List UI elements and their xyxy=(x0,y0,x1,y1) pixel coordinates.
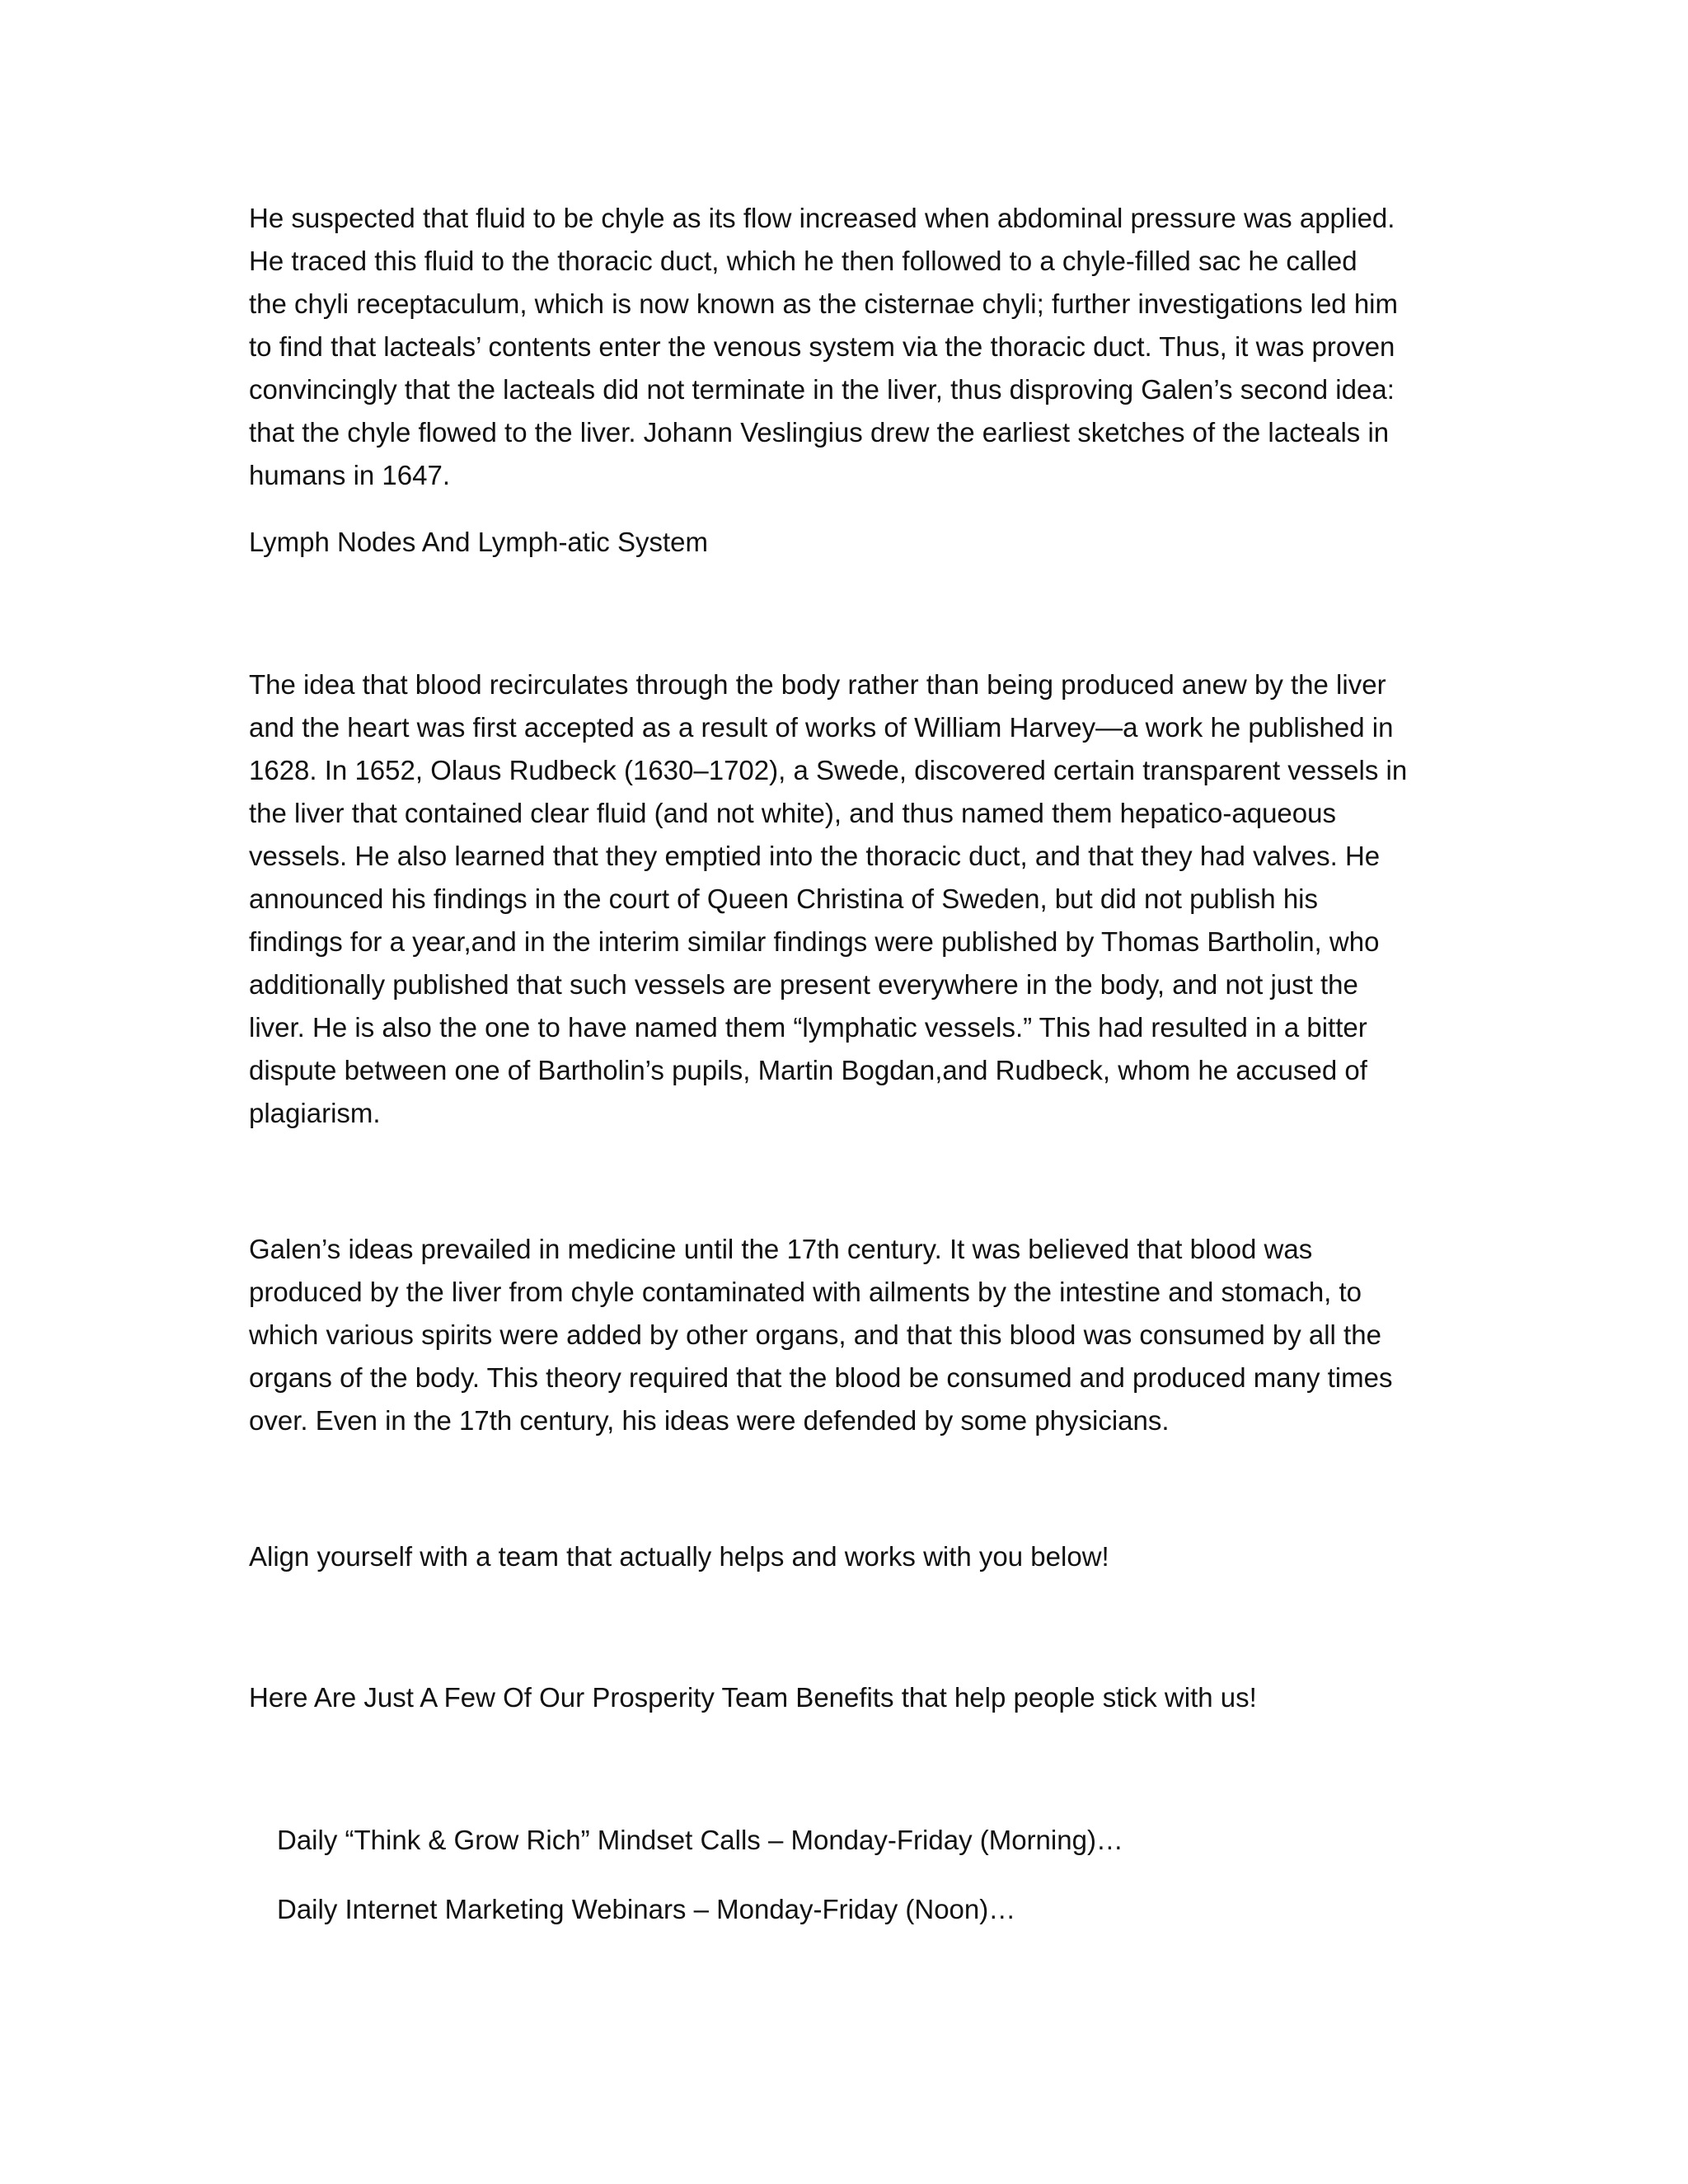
text-line: plagiarism. xyxy=(249,1098,381,1128)
text-line: liver. He is also the one to have named them “lymphatic vessels.” This had resulted in a bitter xyxy=(249,1012,1367,1043)
text-line: announced his findings in the court of Queen Christina of Sweden, but did not publish his xyxy=(249,883,1319,914)
text-line: He suspected that fluid to be chyle as its flow increased when abdominal pressure was applied. xyxy=(249,203,1395,233)
text-line: organs of the body. This theory required that the blood be consumed and produced many times xyxy=(249,1362,1393,1393)
benefit-item xyxy=(277,1819,1123,1862)
paragraph-harvey xyxy=(249,663,1452,1135)
text-line: humans in 1647. xyxy=(249,460,451,490)
heading-text: Lymph Nodes And Lymph-atic System xyxy=(249,527,708,557)
text-line: which various spirits were added by other organs, and that this blood was consumed by all the xyxy=(249,1319,1381,1350)
text-line: findings for a year,and in the interim similar findings were published by Thomas Bartholin, who xyxy=(249,926,1380,957)
text-line: The idea that blood recirculates through the body rather than being produced anew by the liver xyxy=(249,669,1386,700)
text-line: the chyli receptaculum, which is now known as the cisternae chyli; further investigations led him xyxy=(249,288,1398,319)
text-line: produced by the liver from chyle contaminated with ailments by the intestine and stomach, to xyxy=(249,1277,1362,1307)
text-line: and the heart was first accepted as a result of works of William Harvey—a work he published in xyxy=(249,712,1394,743)
paragraph-benefits-intro xyxy=(249,1676,1452,1719)
paragraph-chyle xyxy=(249,197,1452,497)
paragraph-galen xyxy=(249,1228,1452,1442)
paragraph-align xyxy=(249,1535,1452,1578)
text-line: the liver that contained clear fluid (and not white), and thus named them hepatico-aqueous xyxy=(249,798,1336,828)
text-line: vessels. He also learned that they emptied into the thoracic duct, and that they had valves. He xyxy=(249,841,1381,871)
section-heading xyxy=(249,521,1452,564)
text-line: additionally published that such vessels are present everywhere in the body, and not just the xyxy=(249,969,1358,1000)
benefit-item xyxy=(277,1888,1015,1931)
text-line: 1628. In 1652, Olaus Rudbeck (1630–1702), a Swede, discovered certain transparent vessels in xyxy=(249,755,1408,785)
text-line: convincingly that the lacteals did not terminate in the liver, thus disproving Galen’s second idea: xyxy=(249,374,1395,405)
text-line: to find that lacteals’ contents enter the venous system via the thoracic duct. Thus, it was proven xyxy=(249,331,1395,362)
benefit-text: Daily “Think & Grow Rich” Mindset Calls – Monday-Friday (Morning)… xyxy=(277,1825,1123,1855)
text-line: Here Are Just A Few Of Our Prosperity Team Benefits that help people stick with us! xyxy=(249,1682,1257,1713)
text-line: He traced this fluid to the thoracic duct, which he then followed to a chyle-filled sac he called xyxy=(249,246,1357,276)
benefit-text: Daily Internet Marketing Webinars – Monday-Friday (Noon)… xyxy=(277,1894,1016,1924)
text-line: Align yourself with a team that actually helps and works with you below! xyxy=(249,1541,1109,1572)
text-line: Galen’s ideas prevailed in medicine until the 17th century. It was believed that blood was xyxy=(249,1234,1313,1264)
text-line: that the chyle flowed to the liver. Johann Veslingius drew the earliest sketches of the lacteals in xyxy=(249,417,1390,448)
text-line: over. Even in the 17th century, his ideas were defended by some physicians. xyxy=(249,1405,1170,1436)
text-line: dispute between one of Bartholin’s pupils, Martin Bogdan,and Rudbeck, whom he accused of xyxy=(249,1055,1367,1085)
